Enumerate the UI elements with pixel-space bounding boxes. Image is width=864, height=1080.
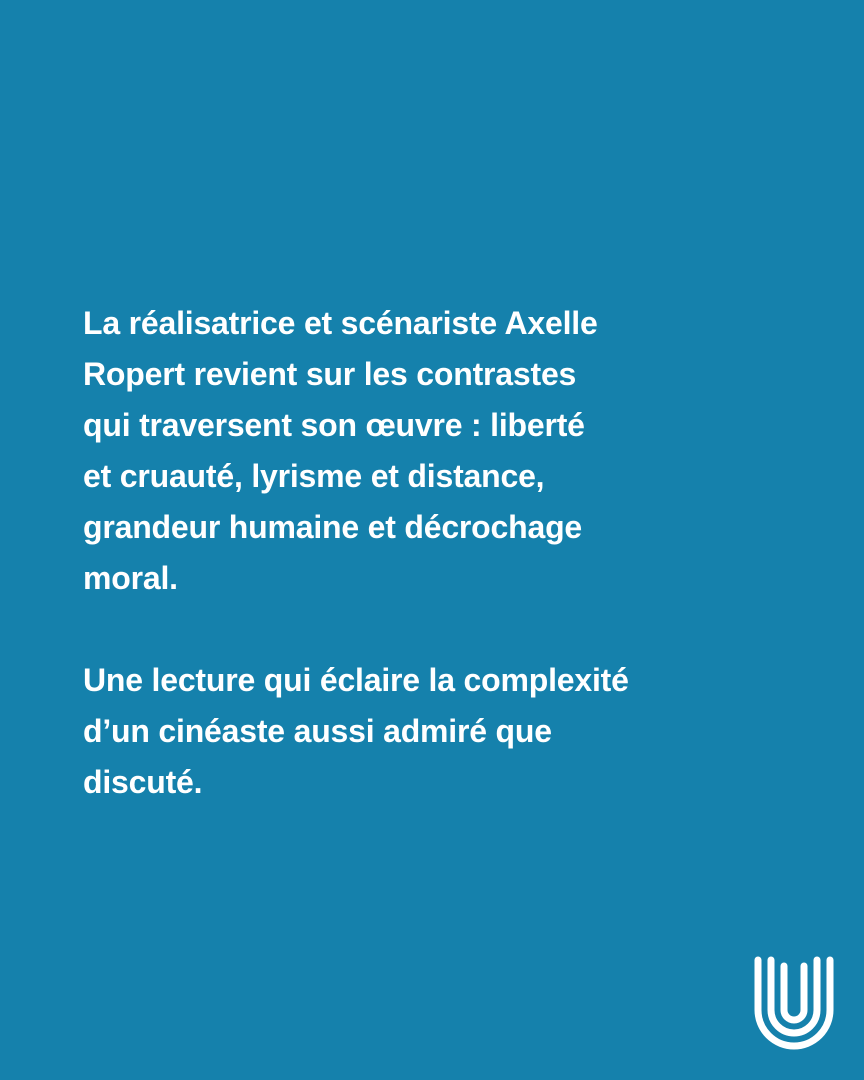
text-line: moral. (83, 560, 178, 596)
paragraph-1 (83, 298, 783, 604)
text-line: d’un cinéaste aussi admiré que (83, 713, 552, 749)
text-line: grandeur humaine et décrochage (83, 509, 583, 545)
text-line: Ropert revient sur les contrastes (83, 356, 577, 392)
text-line: et cruauté, lyrisme et distance, (83, 458, 545, 494)
text-line: La réalisatrice et scénariste Axelle (83, 305, 598, 341)
paragraph-spacer (83, 604, 783, 655)
text-line: qui traversent son œuvre : liberté (83, 407, 585, 443)
text-line: discuté. (83, 764, 203, 800)
paragraph-2 (83, 655, 783, 808)
body-text (83, 298, 783, 808)
u-brand-logo-icon (748, 952, 840, 1056)
text-line: Une lecture qui éclaire la complexité (83, 662, 629, 698)
